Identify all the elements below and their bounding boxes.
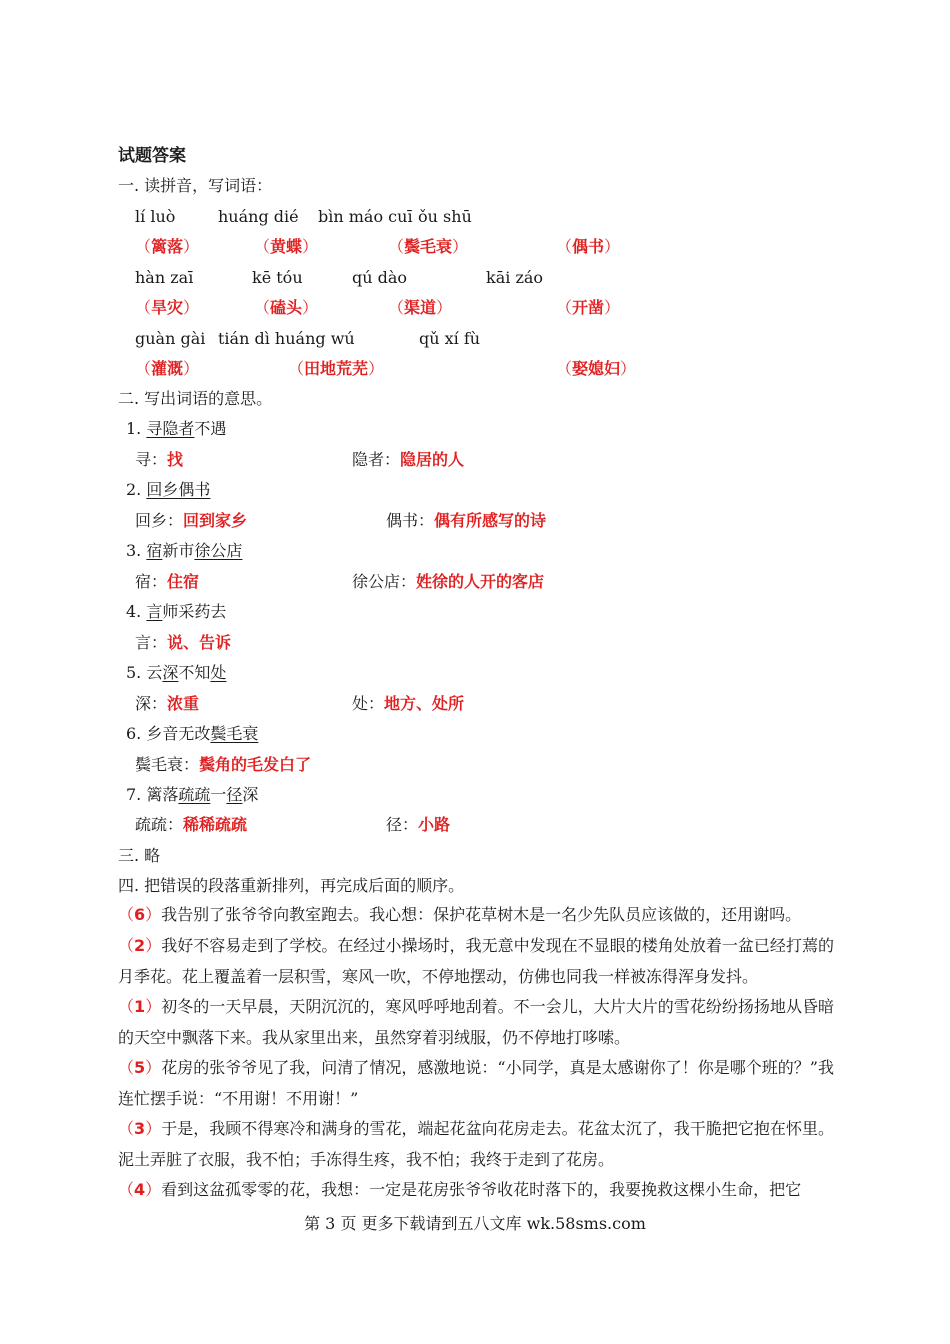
pinyin: tián dì huáng wú [218, 329, 355, 348]
item-number: 4. [126, 602, 142, 621]
paren: ） [145, 1058, 162, 1077]
answer-cell [135, 297, 199, 319]
definition [135, 693, 199, 715]
definition [135, 510, 247, 532]
answer-word: 黄蝶 [270, 237, 303, 256]
answer-word: 开凿 [572, 298, 605, 317]
paragraph-text: 初冬的一天早晨，天阴沉沉的，寒风呼呼地刮着。不一会儿，大片大片的雪花纷纷扬扬地从昏暗的天空中飘落下来。我从家里出来，虽然穿着羽绒服，仍不停地打哆嗦。 [118, 997, 834, 1047]
def-term: 回乡： [135, 511, 184, 530]
underlined-word: 偶书 [178, 480, 211, 499]
item-number: 3. [126, 541, 142, 560]
reordered-paragraph [118, 992, 834, 1053]
def-meaning: 隐居的人 [400, 450, 465, 469]
def-term: 宿： [135, 572, 168, 591]
def-meaning: 地方、处所 [384, 694, 465, 713]
answer-cell [556, 236, 620, 258]
underlined-word: 鬓毛衰 [210, 724, 259, 743]
answer-cell [288, 358, 384, 380]
paren: （ [135, 237, 152, 256]
underlined-word: 宿 [146, 541, 163, 560]
paragraph-text: 我好不容易走到了学校。在经过小操场时，我无意中发现在不显眼的楼角处放着一盆已经打蔫的月季花。花上覆盖着一层积雪，寒风一吹，不停地摆动，仿佛也同我一样被冻得浑身发抖。 [118, 936, 834, 986]
def-term: 径： [386, 815, 419, 834]
definition [386, 510, 546, 532]
def-meaning: 小路 [418, 815, 451, 834]
paragraph-text: 看到这盆孤零零的花，我想：一定是花房张爷爷收花时落下的，我要挽救这棵小生命，把它 [161, 1180, 802, 1199]
paren: ） [368, 359, 385, 378]
poem-line [126, 662, 226, 684]
paren: （ [556, 237, 573, 256]
def-term: 深： [135, 694, 168, 713]
item-number: 7. [126, 785, 142, 804]
plain-text: 不知 [178, 663, 211, 682]
page-footer: 第 3 页 更多下载请到五八文库 wk.58sms.com [304, 1214, 646, 1233]
answer-cell [556, 358, 636, 380]
answer-cell [135, 358, 199, 380]
order-number: 2 [134, 936, 146, 955]
paren: （ [254, 237, 271, 256]
def-term: 寻： [135, 450, 168, 469]
paren: ） [145, 1119, 162, 1138]
definition [135, 632, 231, 654]
page-heading: 试题答案 [118, 146, 186, 166]
pinyin: hàn zaī [135, 268, 194, 287]
reordered-paragraph [118, 931, 834, 992]
def-term: 处： [352, 694, 385, 713]
poem-line [126, 601, 226, 623]
definition [135, 754, 311, 776]
paren: （ [118, 905, 135, 924]
answer-word: 篱落 [151, 237, 184, 256]
plain-text: 深 [242, 785, 259, 804]
definition [135, 571, 199, 593]
reordered-paragraph [118, 900, 834, 931]
def-term: 言： [135, 633, 168, 652]
def-term: 偶书： [386, 511, 435, 530]
paren: ） [183, 237, 200, 256]
answer-cell [388, 236, 468, 258]
order-number: 4 [134, 1180, 146, 1199]
answer-word: 磕头 [270, 298, 303, 317]
answer-word: 娶媳妇 [572, 359, 621, 378]
paren: （ [118, 936, 135, 955]
paragraph-text: 于是，我顾不得寒冷和满身的雪花，端起花盆向花房走去。花盆太沉了，我干脆把它抱在怀里。泥土弄脏了衣服，我不怕；手冻得生疼，我不怕；我终于走到了花房。 [118, 1119, 834, 1169]
paren: （ [118, 1180, 135, 1199]
paren: ） [302, 237, 319, 256]
answer-word: 田地荒芜 [304, 359, 369, 378]
underlined-word: 深 [162, 663, 179, 682]
plain-text: 一 [210, 785, 227, 804]
def-term: 徐公店： [352, 572, 417, 591]
order-number: 1 [134, 997, 146, 1016]
reordered-paragraph [118, 1114, 834, 1175]
paren: （ [118, 997, 135, 1016]
def-meaning: 鬓角的毛发白了 [199, 755, 312, 774]
plain-text: 不遇 [194, 419, 227, 438]
answer-cell [135, 236, 199, 258]
paren: （ [388, 237, 405, 256]
def-meaning: 偶有所感写的诗 [434, 511, 547, 530]
plain-text: 篱落 [146, 785, 179, 804]
def-term: 隐者： [352, 450, 401, 469]
poem-line [126, 418, 226, 440]
def-meaning: 住宿 [167, 572, 200, 591]
item-number: 1. [126, 419, 142, 438]
definition [386, 814, 450, 836]
paren: ） [436, 298, 453, 317]
item-number: 2. [126, 480, 142, 499]
paren: ） [604, 298, 621, 317]
section1-title: 一. 读拼音，写词语： [118, 176, 273, 195]
paragraph-text: 花房的张爷爷见了我，问清了情况，感激地说：“小同学，真是太感谢你了！你是哪个班的？”我连忙摆手说：“不用谢！不用谢！” [118, 1058, 834, 1108]
paren: （ [118, 1119, 135, 1138]
plain-text: 师采药去 [162, 602, 227, 621]
poem-line [126, 723, 258, 745]
order-number: 6 [134, 905, 146, 924]
underlined-word: 徐公店 [194, 541, 243, 560]
paren: （ [135, 359, 152, 378]
poem-line [126, 784, 258, 806]
pinyin: huáng dié [218, 207, 299, 226]
def-term: 鬓毛衰： [135, 755, 200, 774]
underlined-word: 隐者 [162, 419, 195, 438]
plain-text: 乡音无改 [146, 724, 211, 743]
definition [135, 814, 247, 836]
paren: ） [145, 1180, 162, 1199]
plain-text: 新市 [162, 541, 195, 560]
underlined-word: 寻 [146, 419, 163, 438]
underlined-word: 言 [146, 602, 163, 621]
paren: ） [452, 237, 469, 256]
answer-cell [254, 236, 318, 258]
item-number: 6. [126, 724, 142, 743]
underlined-word: 处 [210, 663, 227, 682]
definition [352, 693, 464, 715]
paren: ） [302, 298, 319, 317]
def-term: 疏疏： [135, 815, 184, 834]
order-number: 3 [134, 1119, 146, 1138]
paren: ） [620, 359, 637, 378]
answer-word: 鬓毛衰 [404, 237, 453, 256]
reordered-paragraph [118, 1175, 834, 1206]
paren: ） [145, 905, 162, 924]
pinyin: guàn gài [135, 329, 206, 348]
paren: （ [556, 298, 573, 317]
answer-word: 旱灾 [151, 298, 184, 317]
pinyin: ǒu shū [418, 207, 472, 226]
def-meaning: 回到家乡 [183, 511, 248, 530]
paren: ） [183, 359, 200, 378]
def-meaning: 说、告诉 [167, 633, 232, 652]
paren: （ [288, 359, 305, 378]
poem-line [126, 540, 242, 562]
paragraph-text: 我告别了张爷爷向教室跑去。我心想：保护花草树木是一名少先队员应该做的，还用谢吗。 [161, 905, 802, 924]
pinyin: kē tóu [252, 268, 303, 287]
def-meaning: 稀稀疏疏 [183, 815, 248, 834]
paren: （ [388, 298, 405, 317]
pinyin: qǔ xí fù [419, 329, 481, 348]
answer-cell [254, 297, 318, 319]
pinyin: qú dào [352, 268, 408, 287]
definition [352, 571, 544, 593]
definition [135, 449, 183, 471]
pinyin: lí luò [135, 207, 176, 226]
order-number: 5 [134, 1058, 146, 1077]
section4-title: 四. 把错误的段落重新排列，再完成后面的顺序。 [118, 876, 465, 895]
section3-title: 三. 略 [118, 846, 161, 865]
answer-cell [388, 297, 452, 319]
poem-line [126, 479, 210, 501]
def-meaning: 浓重 [167, 694, 200, 713]
answer-word: 渠道 [404, 298, 437, 317]
section2-title: 二. 写出词语的意思。 [118, 389, 273, 408]
reordered-paragraph [118, 1053, 834, 1114]
paren: ） [145, 936, 162, 955]
pinyin: kāi záo [486, 268, 544, 287]
paren: ） [604, 237, 621, 256]
paren: （ [556, 359, 573, 378]
def-meaning: 找 [167, 450, 184, 469]
paren: （ [118, 1058, 135, 1077]
paren: ） [183, 298, 200, 317]
paren: ） [145, 997, 162, 1016]
item-number: 5. [126, 663, 142, 682]
plain-text: 云 [146, 663, 163, 682]
answer-word: 灌溉 [151, 359, 184, 378]
underlined-word: 疏疏 [178, 785, 211, 804]
paren: （ [135, 298, 152, 317]
answer-word: 偶书 [572, 237, 605, 256]
answer-cell [556, 297, 620, 319]
pinyin: bìn máo cuī [318, 207, 413, 226]
def-meaning: 姓徐的人开的客店 [416, 572, 545, 591]
paren: （ [254, 298, 271, 317]
underlined-word: 径 [226, 785, 243, 804]
definition [352, 449, 464, 471]
underlined-word: 回乡 [146, 480, 179, 499]
